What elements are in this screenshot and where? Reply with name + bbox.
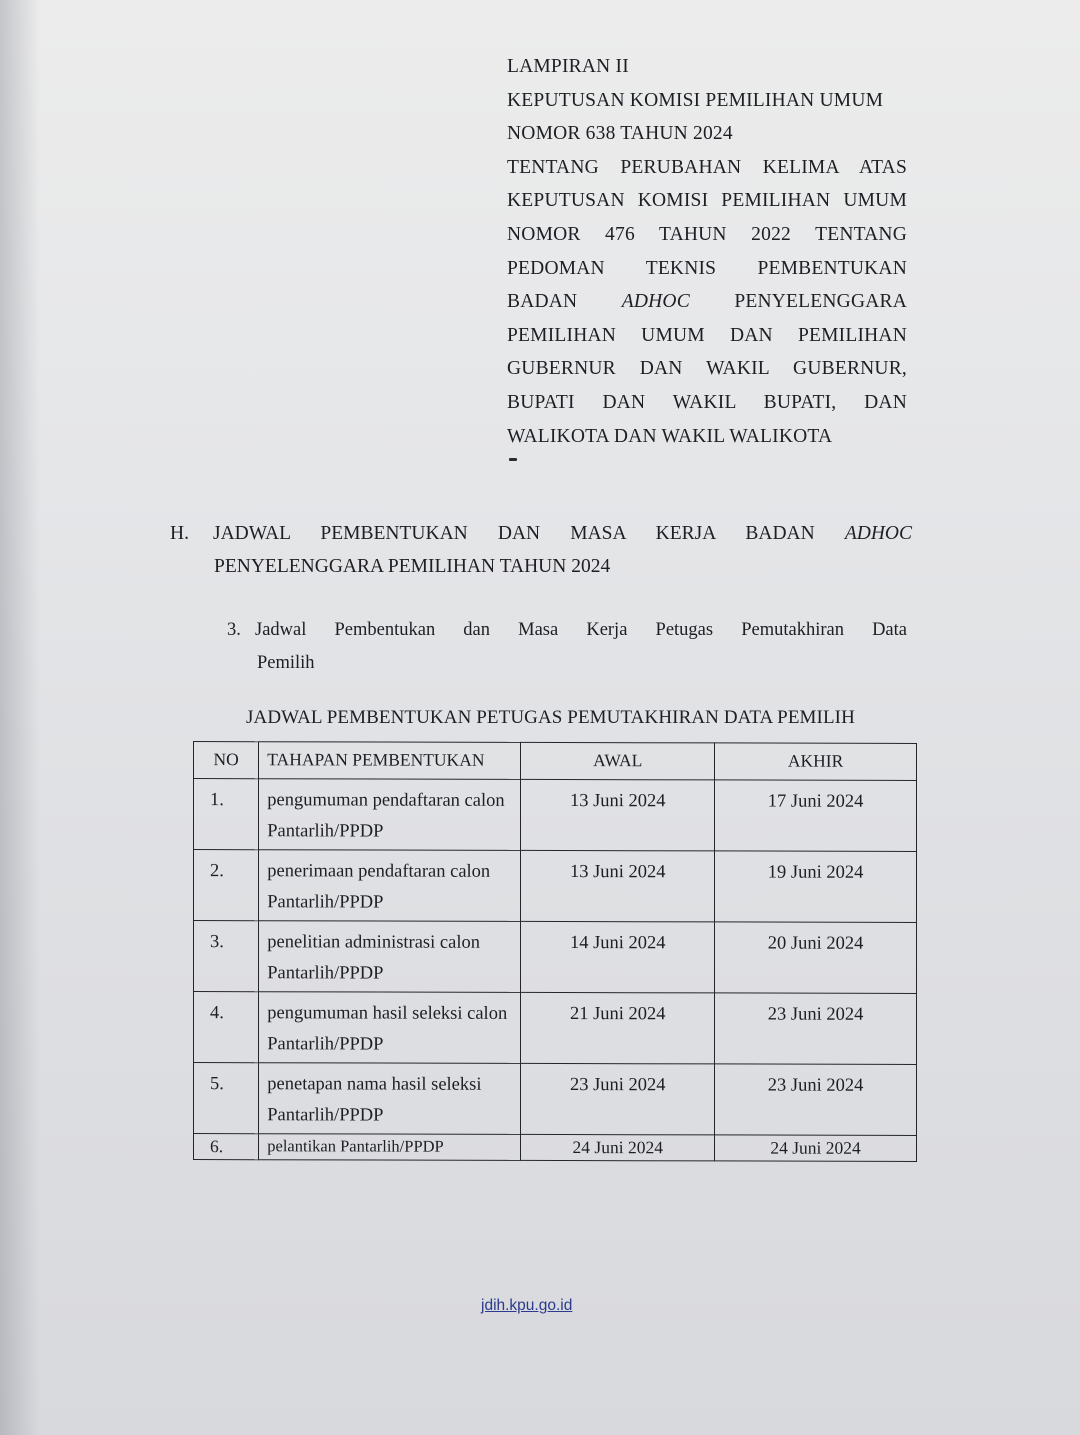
header-line-7: PEDOMAN TEKNIS PEMBENTUKAN — [507, 257, 907, 279]
page-edge-shadow — [0, 0, 40, 1435]
header-line-10: GUBERNUR DAN WAKIL GUBERNUR, — [507, 358, 907, 380]
subsection-number: 3. — [227, 620, 241, 640]
header-line-8 — [507, 285, 907, 319]
row-number: 3. — [194, 921, 259, 992]
header-no: NO — [194, 742, 259, 779]
row-start-date: 13 Juni 2024 — [521, 850, 715, 922]
header-stage: TAHAPAN PEMBENTUKAN — [259, 742, 521, 780]
header-line-12: WALIKOTA DAN WAKIL WALIKOTA — [507, 425, 833, 447]
row-stage: penetapan nama hasil seleksi Pantarlih/PPDP — [259, 1063, 521, 1135]
row-end-date: 23 Juni 2024 — [715, 993, 917, 1065]
row-end-date: 23 Juni 2024 — [715, 1064, 917, 1136]
row-start-date: 14 Juni 2024 — [521, 921, 715, 993]
table-title: JADWAL PEMBENTUKAN PETUGAS PEMUTAKHIRAN DATA PEMILIH — [246, 707, 855, 728]
attachment-header — [507, 50, 907, 453]
section-title-line-1-a: JADWAL PEMBENTUKAN DAN MASA KERJA BADAN — [213, 523, 815, 544]
table-row — [194, 1134, 917, 1162]
row-start-date: 13 Juni 2024 — [521, 779, 715, 851]
row-number: 4. — [194, 992, 259, 1063]
header-line-8-adhoc: ADHOC — [621, 291, 690, 313]
row-end-date: 17 Juni 2024 — [715, 780, 917, 852]
row-end-date: 24 Juni 2024 — [715, 1135, 917, 1162]
header-line-4: TENTANG PERUBAHAN KELIMA ATAS — [507, 156, 907, 178]
section-title-line-1 — [213, 517, 912, 550]
row-stage: pengumuman pendaftaran calon Pantarlih/PPDP — [259, 779, 521, 851]
header-line-8-a: BADAN — [507, 291, 578, 313]
table-row — [194, 1063, 917, 1136]
section-title-line-2: PENYELENGGARA PEMILIHAN TAHUN 2024 — [214, 556, 611, 577]
row-stage: pengumuman hasil seleksi calon Pantarlih/PPDP — [259, 992, 521, 1064]
row-start-date: 24 Juni 2024 — [521, 1134, 715, 1161]
header-line-2: KEPUTUSAN KOMISI PEMILIHAN UMUM — [507, 89, 884, 111]
section-title-adhoc: ADHOC — [844, 523, 913, 544]
table-row — [194, 992, 917, 1065]
header-line-9: PEMILIHAN UMUM DAN PEMILIHAN — [507, 324, 907, 346]
subsection-title-line-1: Jadwal Pembentukan dan Masa Kerja Petugas Pemutakhiran Data — [255, 620, 907, 640]
header-line-5: KEPUTUSAN KOMISI PEMILIHAN UMUM — [507, 190, 907, 212]
header-line-1: LAMPIRAN II — [507, 56, 629, 77]
header-line-11: BUPATI DAN WAKIL BUPATI, DAN — [507, 391, 907, 413]
row-number: 1. — [194, 779, 259, 850]
section-letter: H. — [170, 523, 189, 544]
stray-mark — [509, 458, 517, 461]
header-akhir: AKHIR — [715, 743, 917, 781]
header-line-6: NOMOR 476 TAHUN 2022 TENTANG — [507, 223, 907, 245]
row-number: 2. — [194, 850, 259, 921]
row-stage: pelantikan Pantarlih/PPDP — [259, 1134, 521, 1161]
table-row — [194, 779, 917, 852]
table-header-row — [194, 742, 917, 781]
header-line-3: NOMOR 638 TAHUN 2024 — [507, 123, 733, 145]
row-stage: penerimaan pendaftaran calon Pantarlih/PPDP — [259, 850, 521, 922]
table-row — [194, 850, 917, 923]
subsection-title-line-2: Pemilih — [257, 653, 315, 673]
row-end-date: 19 Juni 2024 — [715, 851, 917, 923]
row-stage: penelitian administrasi calon Pantarlih/PPDP — [259, 921, 521, 993]
jdih-link[interactable]: jdih.kpu.go.id — [481, 1297, 573, 1314]
row-start-date: 23 Juni 2024 — [521, 1063, 715, 1135]
table-row — [194, 921, 917, 994]
row-number: 5. — [194, 1063, 259, 1134]
schedule-table — [193, 741, 917, 1162]
row-number: 6. — [194, 1134, 259, 1160]
row-start-date: 21 Juni 2024 — [521, 992, 715, 1064]
row-end-date: 20 Juni 2024 — [715, 922, 917, 994]
header-awal: AWAL — [521, 742, 715, 780]
header-line-8-c: PENYELENGGARA — [734, 291, 908, 313]
